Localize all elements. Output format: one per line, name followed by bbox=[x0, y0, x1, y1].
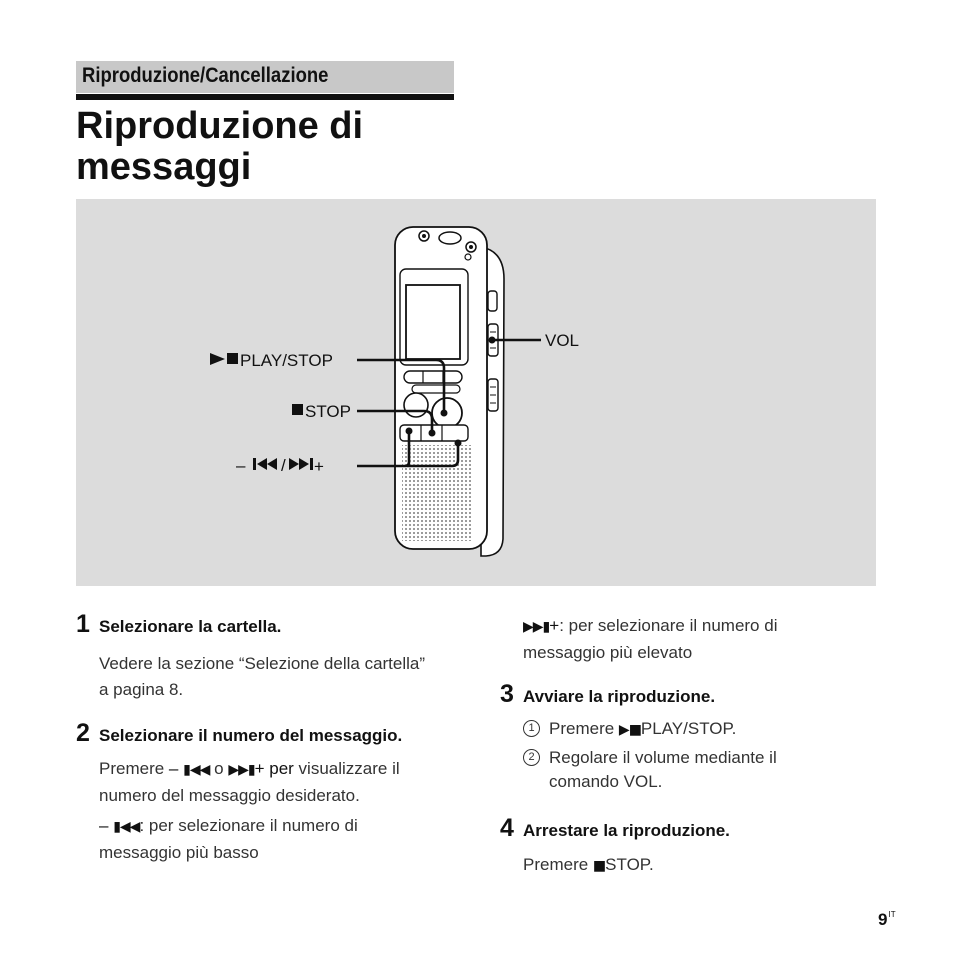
play-stop-label: PLAY/STOP bbox=[240, 351, 333, 370]
step-2-plus: + bbox=[254, 759, 265, 778]
skip-separator-label: / bbox=[281, 456, 286, 475]
stop-icon: ■ bbox=[592, 858, 606, 874]
step-1-number: 1 bbox=[76, 610, 90, 638]
vol-label: VOL bbox=[545, 331, 580, 350]
label-skip bbox=[236, 456, 324, 476]
step-2-higher-plus: + bbox=[549, 616, 560, 635]
play-icon bbox=[210, 353, 225, 365]
step-4 bbox=[500, 816, 880, 879]
step-2-text-d: visualizzare il numero del messaggio desiderato. bbox=[99, 759, 400, 805]
step-4-heading: Arrestare la riproduzione. bbox=[523, 821, 730, 840]
prev-track-icon: ▮◀◀ bbox=[113, 819, 140, 835]
display-screen bbox=[406, 285, 460, 359]
step-3-sub-2-number: 2 bbox=[523, 749, 540, 766]
steps-left-column bbox=[76, 612, 456, 866]
step-2-higher bbox=[500, 613, 853, 666]
step-2-lower-minus: – bbox=[99, 816, 109, 835]
prev-track-icon: ▮◀◀ bbox=[183, 762, 210, 778]
page-title bbox=[76, 106, 363, 188]
label-play-stop bbox=[210, 351, 333, 370]
stop-icon bbox=[292, 404, 303, 415]
steps-right-column bbox=[500, 612, 880, 879]
step-1-text: Vedere la sezione “Selezione della cartella” a pagina 8. bbox=[99, 654, 426, 699]
page-number-value: 9 bbox=[878, 910, 888, 929]
step-2-higher-text: : per selezionare il numero di messaggio più elevato bbox=[523, 616, 778, 662]
voice-recorder-drawing bbox=[76, 199, 876, 586]
step-1-heading: Selezionare la cartella. bbox=[99, 617, 282, 636]
step-2-number: 2 bbox=[76, 719, 90, 747]
step-3-sub-1 bbox=[523, 717, 880, 742]
stop-button-drawing bbox=[404, 393, 428, 417]
page-title-line2: messaggi bbox=[76, 146, 252, 188]
step-2-text-c: per bbox=[269, 759, 294, 778]
step-3-sub-1-text-b: PLAY/STOP. bbox=[640, 719, 737, 738]
step-2-lower-text: : per selezionare il numero di messaggio più basso bbox=[99, 816, 358, 862]
prev-track-icon bbox=[253, 458, 277, 470]
step-4-text-b: STOP. bbox=[605, 855, 654, 874]
page-number bbox=[878, 910, 896, 930]
step-3-number: 3 bbox=[500, 680, 514, 708]
device-illustration bbox=[76, 199, 876, 586]
step-3-heading: Avviare la riproduzione. bbox=[523, 687, 716, 706]
section-rule bbox=[76, 94, 454, 100]
step-2-text-b: o bbox=[214, 759, 224, 778]
next-track-icon bbox=[289, 458, 313, 470]
page-language: IT bbox=[888, 910, 896, 919]
step-2-heading: Selezionare il numero del messaggio. bbox=[99, 726, 403, 745]
step-2-text-a: Premere bbox=[99, 759, 165, 778]
stop-icon bbox=[227, 353, 238, 364]
step-4-text bbox=[523, 852, 880, 879]
step-3 bbox=[500, 682, 880, 794]
label-stop bbox=[292, 402, 351, 421]
step-2-text bbox=[99, 756, 444, 809]
step-3-sub-1-number: 1 bbox=[523, 720, 540, 737]
skip-minus-label: – bbox=[236, 456, 246, 475]
step-2-lower bbox=[99, 813, 444, 866]
step-3-sub-1-text-a: Premere bbox=[549, 719, 615, 738]
section-title: Riproduzione/Cancellazione bbox=[82, 64, 329, 87]
step-3-sub-2 bbox=[523, 746, 849, 794]
step-4-text-a: Premere bbox=[523, 855, 589, 874]
next-track-icon: ▶▶▮ bbox=[523, 619, 550, 635]
step-2-minus: – bbox=[168, 759, 179, 778]
next-track-icon: ▶▶▮ bbox=[228, 762, 255, 778]
step-3-sub-2-text: Regolare il volume mediante il comando VOL. bbox=[549, 748, 777, 791]
step-1 bbox=[76, 612, 456, 703]
step-4-number: 4 bbox=[500, 814, 514, 842]
section-header bbox=[76, 61, 454, 93]
page-title-line1: Riproduzione di bbox=[76, 105, 364, 147]
speaker-grille bbox=[402, 445, 472, 541]
play-stop-icon: ▶■ bbox=[618, 722, 641, 738]
step-2 bbox=[76, 721, 456, 866]
stop-label: STOP bbox=[305, 402, 351, 421]
skip-plus-label: + bbox=[314, 457, 324, 476]
